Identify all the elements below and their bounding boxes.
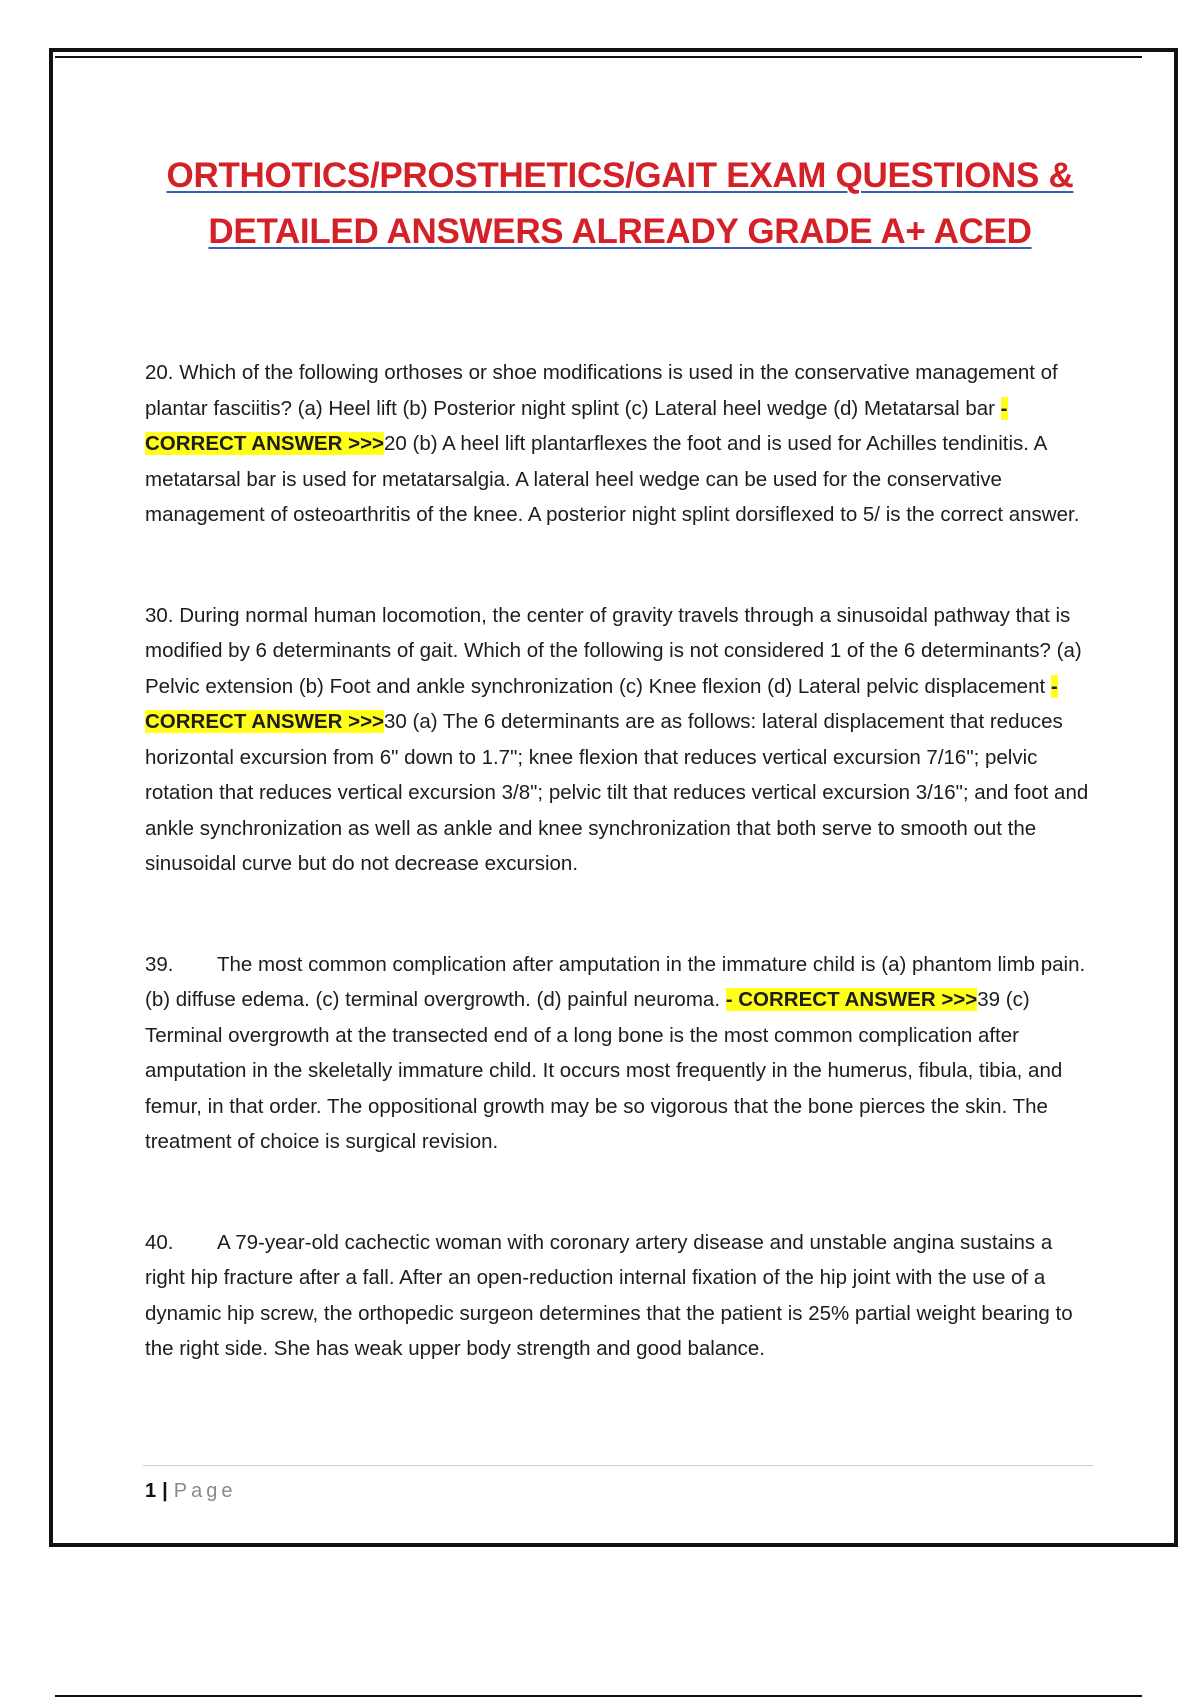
next-page-top-rule: [55, 1695, 1142, 1697]
question-text: The most common complication after amputation in the immature child is (a) phantom limb pain. (b) diffuse edema. (c) terminal overgrowth. (d) painful neuroma.: [145, 952, 1086, 1011]
correct-answer-marker: - CORRECT ANSWER >>>: [725, 988, 978, 1011]
title-line-1: ORTHOTICS/PROSTHETICS/GAIT EXAM QUESTIONS &: [166, 156, 1074, 195]
answer-text: 39 (c) Terminal overgrowth at the transected end of a long bone is the most common complication after amputation in the skeletally immature child. It occurs most frequently in the humerus, fibula, tibia, and femur, in that order. The oppositional growth may be so vigorous that the bone pierces the skin. The treatment of choice is surgical revision.: [145, 988, 1063, 1153]
question-block-20: [145, 355, 1095, 533]
question-block-39: [145, 947, 1095, 1160]
correct-answer-marker: - CORRECT ANSWER >>>: [145, 396, 1008, 455]
page-separator: |: [162, 1480, 168, 1502]
document-title: [100, 148, 1140, 260]
correct-answer-marker: - CORRECT ANSWER >>>: [145, 674, 1058, 733]
question-text: During normal human locomotion, the center of gravity travels through a sinusoidal pathway that is modified by 6 determinants of gait. Which of the following is not considered 1 of the 6 determinants? (a) Pelvic extension (b) Foot and ankle synchronization (c) Knee flexion (d) Lateral pelvic displacement: [145, 603, 1082, 698]
title-line-2: DETAILED ANSWERS ALREADY GRADE A+ ACED: [208, 212, 1032, 251]
answer-text: 20 (b) A heel lift plantarflexes the foot and is used for Achilles tendinitis. A metatarsal bar is used for metatarsalgia. A lateral heel wedge can be used for the conservative management of osteoarthritis of the knee. A posterior night splint dorsiflexed to 5/ is the correct answer.: [145, 432, 1080, 526]
page-footer: [145, 1476, 236, 1506]
footer-divider: [143, 1465, 1093, 1466]
page-label: Page: [173, 1480, 237, 1502]
question-number: 39.: [145, 952, 174, 976]
answer-text: 30 (a) The 6 determinants are as follows: lateral displacement that reduces horizontal excursion from 6" down to 1.7"; knee flexion that reduces vertical excursion 7/16"; pelvic rotation that reduces vertical excursion 3/8"; pelvic tilt that reduces vertical excursion 3/16"; and foot and ankle synchronization as well as ankle and knee synchronization that both serve to smooth out the sinusoidal curve but do not decrease excursion.: [145, 710, 1089, 875]
page-number: 1: [145, 1480, 157, 1502]
question-number: 40.: [145, 1230, 174, 1254]
questions-list: [145, 355, 1095, 1367]
question-text: Which of the following orthoses or shoe modifications is used in the conservative management of plantar fasciitis? (a) Heel lift (b) Posterior night splint (c) Lateral heel wedge (d) Metatarsal bar: [145, 361, 1058, 420]
question-block-30: [145, 598, 1095, 882]
question-number: 30.: [145, 603, 174, 627]
question-block-40: [145, 1225, 1095, 1367]
question-text: A 79-year-old cachectic woman with coronary artery disease and unstable angina sustains a right hip fracture after a fall. After an open-reduction internal fixation of the hip joint with the use of a dynamic hip screw, the orthopedic surgeon determines that the patient is 25% partial weight bearing to the right side. She has weak upper body strength and good balance.: [145, 1230, 1073, 1360]
question-number: 20.: [145, 361, 174, 384]
